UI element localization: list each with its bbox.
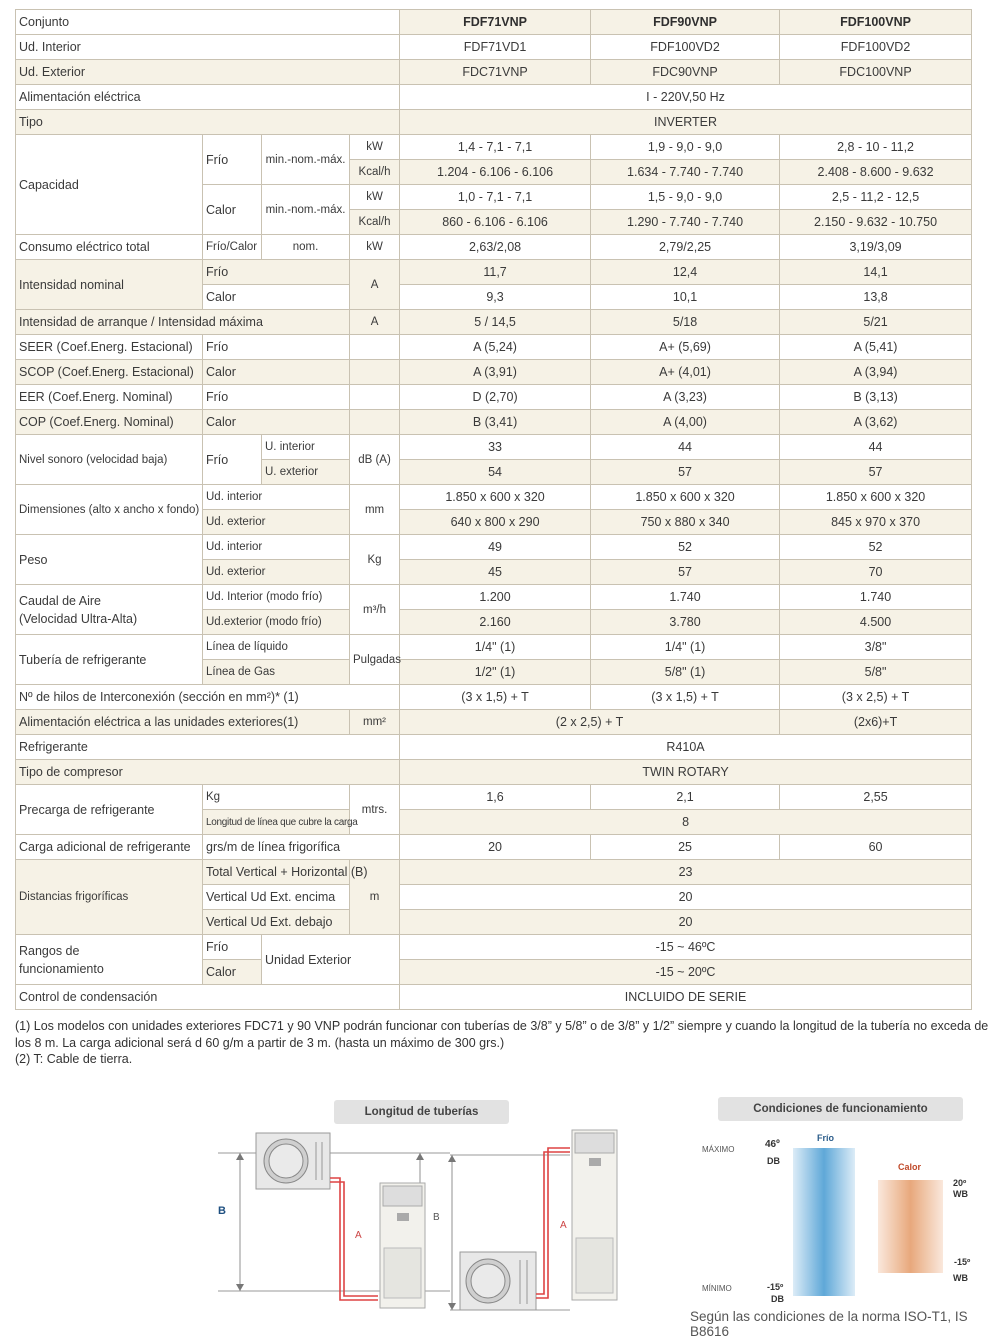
row-label: Intensidad nominal [16, 260, 203, 310]
label-b: B [433, 1212, 440, 1223]
table-cell: 2,55 [780, 785, 972, 810]
footnotes [15, 1018, 990, 1068]
sub-label: Frío [203, 135, 262, 185]
table-row [16, 635, 972, 660]
table-cell: 10,1 [591, 285, 780, 310]
row-label: Control de condensación [16, 985, 400, 1010]
label-a: A [355, 1230, 362, 1241]
table-cell: 20 [400, 910, 972, 935]
table-cell: FDF100VD2 [591, 35, 780, 60]
table-cell: 13,8 [780, 285, 972, 310]
table-cell: 70 [780, 560, 972, 585]
row-label: Nº de hilos de Interconexión (sección en mm²)* (1) [16, 685, 400, 710]
table-cell: 1.634 - 7.740 - 7.740 [591, 160, 780, 185]
sub-label: Línea de líquido [203, 635, 350, 660]
unit-label: kW [350, 185, 400, 210]
unit-label: Kg [350, 535, 400, 585]
row-label: COP (Coef.Energ. Nominal) [16, 410, 203, 435]
table-cell: 33 [400, 435, 591, 460]
row-label: Precarga de refrigerante [16, 785, 203, 835]
table-cell: 5/21 [780, 310, 972, 335]
table-cell: (2x6)+T [780, 710, 972, 735]
label-a: A [560, 1220, 567, 1231]
table-cell: 845 x 970 x 370 [780, 510, 972, 535]
table-cell: 1/4" (1) [400, 635, 591, 660]
unit-label: mm [350, 485, 400, 535]
table-cell: 5/18 [591, 310, 780, 335]
table-cell: 1,9 - 9,0 - 9,0 [591, 135, 780, 160]
table-cell: 12,4 [591, 260, 780, 285]
temp-max-calor: 20º [953, 1178, 967, 1188]
temp-min-calor: -15º [954, 1257, 971, 1267]
table-cell: FDF71VD1 [400, 35, 591, 60]
pipe-length-diagram [200, 1128, 640, 1313]
label-calor: Calor [898, 1162, 922, 1172]
table-cell: A (5,24) [400, 335, 591, 360]
row-label: Alimentación eléctrica [16, 85, 400, 110]
unit-label: m [350, 860, 400, 935]
table-row [16, 535, 972, 560]
sub-label: min.-nom.-máx. [262, 185, 350, 235]
table-cell: 49 [400, 535, 591, 560]
table-row [16, 85, 972, 110]
sub-label: Ud. interior [203, 485, 350, 510]
table-cell: 1.740 [780, 585, 972, 610]
table-row [16, 410, 972, 435]
table-cell: 1.740 [591, 585, 780, 610]
sub-label: Calor [203, 185, 262, 235]
temp-max-frio: 46º [765, 1139, 780, 1150]
unit-label: dB (A) [350, 435, 400, 485]
unit-label: kW [350, 135, 400, 160]
row-label [16, 935, 203, 985]
table-row [16, 35, 972, 60]
row-label: Dimensiones (alto x ancho x fondo) [16, 485, 203, 535]
table-cell: 3/8" [780, 635, 972, 660]
row-label: Alimentación eléctrica a las unidades exteriores(1) [16, 710, 350, 735]
row-label: Distancias frigoríficas [16, 860, 203, 935]
norm-caption: Según las condiciones de la norma ISO-T1, IS B8616 [690, 1309, 968, 1339]
label-maximo: MÁXIMO [702, 1145, 735, 1154]
footnote: (2) T: Cable de tierra. [15, 1052, 133, 1066]
model-header: FDF90VNP [591, 10, 780, 35]
table-cell: 5 / 14,5 [400, 310, 591, 335]
conditions-title: Condiciones de funcionamiento [718, 1097, 963, 1121]
sub-label: Ud. exterior [203, 510, 350, 535]
table-row [16, 435, 972, 460]
table-cell: 4.500 [780, 610, 972, 635]
table-cell: 5/8" (1) [591, 660, 780, 685]
table-cell: I - 220V,50 Hz [400, 85, 972, 110]
table-cell: A (4,00) [591, 410, 780, 435]
sub-label: Vertical Ud Ext. debajo [203, 910, 350, 935]
table-cell: 44 [591, 435, 780, 460]
table-cell: A (3,91) [400, 360, 591, 385]
table-cell: TWIN ROTARY [400, 760, 972, 785]
table-cell: 1,6 [400, 785, 591, 810]
row-label [16, 585, 203, 635]
table-cell: 45 [400, 560, 591, 585]
table-cell: B (3,13) [780, 385, 972, 410]
table-cell: A (3,62) [780, 410, 972, 435]
table-cell: FDC100VNP [780, 60, 972, 85]
table-cell: 20 [400, 835, 591, 860]
table-cell: A+ (5,69) [591, 335, 780, 360]
table-cell: 57 [591, 460, 780, 485]
table-row [16, 860, 972, 885]
table-cell: 1,5 - 9,0 - 9,0 [591, 185, 780, 210]
table-cell: 52 [780, 535, 972, 560]
row-label: Tipo de compresor [16, 760, 400, 785]
operating-conditions-chart [700, 1128, 980, 1306]
table-cell: FDF100VD2 [780, 35, 972, 60]
table-cell: (3 x 1,5) + T [400, 685, 591, 710]
table-cell: D (2,70) [400, 385, 591, 410]
table-cell: 2.150 - 9.632 - 10.750 [780, 210, 972, 235]
sub-label: Frío/Calor [203, 235, 262, 260]
model-header: FDF100VNP [780, 10, 972, 35]
table-row [16, 310, 972, 335]
table-cell: INVERTER [400, 110, 972, 135]
frio-range-bar [793, 1148, 855, 1296]
table-cell: 3.780 [591, 610, 780, 635]
sub-label: U. interior [262, 435, 350, 460]
table-cell: 2,1 [591, 785, 780, 810]
table-cell: 750 x 880 x 340 [591, 510, 780, 535]
sub-label: Calor [203, 410, 350, 435]
table-cell: 860 - 6.106 - 6.106 [400, 210, 591, 235]
sub-label: Longitud de línea que cubre la carga [203, 810, 350, 835]
table-row [16, 260, 972, 285]
unit-label: m³/h [350, 585, 400, 635]
row-label-line: Rangos de [19, 943, 80, 958]
sub-label: min.-nom.-máx. [262, 135, 350, 185]
row-label: Ud. Interior [16, 35, 400, 60]
unit-db: DB [771, 1294, 784, 1304]
table-cell: 1,4 - 7,1 - 7,1 [400, 135, 591, 160]
row-label: Conjunto [16, 10, 400, 35]
table-row [16, 835, 972, 860]
unit-label: mtrs. [350, 785, 400, 835]
table-cell: 640 x 800 x 290 [400, 510, 591, 535]
row-label: Tubería de refrigerante [16, 635, 203, 685]
specifications-table [15, 9, 972, 1010]
row-label: SCOP (Coef.Energ. Estacional) [16, 360, 203, 385]
table-cell: 2.408 - 8.600 - 9.632 [780, 160, 972, 185]
sub-label: nom. [262, 235, 350, 260]
sub-label: Frío [203, 935, 262, 960]
row-label-line: Caudal de Aire [19, 593, 102, 608]
table-cell: 44 [780, 435, 972, 460]
table-cell: 5/8" [780, 660, 972, 685]
table-row [16, 760, 972, 785]
table-cell: 60 [780, 835, 972, 860]
table-row [16, 935, 972, 960]
table-row [16, 985, 972, 1010]
table-cell: INCLUIDO DE SERIE [400, 985, 972, 1010]
table-cell: 1/4" (1) [591, 635, 780, 660]
row-label-line: (Velocidad Ultra-Alta) [19, 611, 138, 626]
table-cell: -15 ~ 20ºC [400, 960, 972, 985]
sub-label: Ud. exterior [203, 560, 350, 585]
sub-label: Total Vertical + Horizontal (B) [203, 860, 350, 885]
table-cell: (3 x 1,5) + T [591, 685, 780, 710]
sub-label: Calor [203, 960, 262, 985]
table-cell: 1.850 x 600 x 320 [780, 485, 972, 510]
table-cell: 57 [591, 560, 780, 585]
row-label: Consumo eléctrico total [16, 235, 203, 260]
table-cell: 2.160 [400, 610, 591, 635]
row-label: Peso [16, 535, 203, 585]
table-cell: 54 [400, 460, 591, 485]
sub-label: Vertical Ud Ext. encima [203, 885, 350, 910]
table-cell: 1/2" (1) [400, 660, 591, 685]
table-cell: FDC71VNP [400, 60, 591, 85]
row-label: Refrigerante [16, 735, 400, 760]
sub-label: Calor [203, 360, 350, 385]
table-row [16, 110, 972, 135]
unit-label: kW [350, 235, 400, 260]
sub-label: Frío [203, 435, 262, 485]
table-cell: 20 [400, 885, 972, 910]
table-cell: (2 x 2,5) + T [400, 710, 780, 735]
sub-label: Frío [203, 260, 350, 285]
table-row [16, 785, 972, 810]
label-minimo: MÍNIMO [702, 1284, 732, 1293]
table-row [16, 135, 972, 160]
table-row [16, 235, 972, 260]
table-cell: 1.850 x 600 x 320 [400, 485, 591, 510]
unit-label [350, 410, 400, 435]
table-row [16, 735, 972, 760]
unit-label: mm² [350, 710, 400, 735]
table-row [16, 60, 972, 85]
unit-label: A [350, 260, 400, 310]
row-label: Nivel sonoro (velocidad baja) [16, 435, 203, 485]
table-cell: A (5,41) [780, 335, 972, 360]
table-cell: 1.200 [400, 585, 591, 610]
row-label: Intensidad de arranque / Intensidad máxima [16, 310, 350, 335]
unit-label: Kcal/h [350, 160, 400, 185]
table-row [16, 710, 972, 735]
unit-label [350, 335, 400, 360]
pipes-title: Longitud de tuberías [334, 1100, 509, 1124]
calor-range-bar [878, 1180, 943, 1273]
footnote: (1) Los modelos con unidades exteriores FDC71 y 90 VNP podrán funcionar con tuberías de 3/8” y 5/8” o de 3/8” y 1/2” siempre y cuando la longitud de la tubería no exceda de los 8 m. La carga adicional será d 60 g/m a partir de 3 m. (hasta un máximo de 300 grs.) [15, 1019, 989, 1050]
table-cell: A (3,23) [591, 385, 780, 410]
label-frio: Frío [817, 1133, 834, 1143]
sub-label: U. exterior [262, 460, 350, 485]
table-cell: A+ (4,01) [591, 360, 780, 385]
sub-label: Kg [203, 785, 350, 810]
table-cell: B (3,41) [400, 410, 591, 435]
table-row [16, 335, 972, 360]
sub-label: grs/m de línea frigorífica [203, 835, 400, 860]
row-label-line: funcionamiento [19, 961, 104, 976]
table-row [16, 685, 972, 710]
table-cell: 1,0 - 7,1 - 7,1 [400, 185, 591, 210]
table-row [16, 385, 972, 410]
table-cell: 3,19/3,09 [780, 235, 972, 260]
row-label: Carga adicional de refrigerante [16, 835, 203, 860]
sub-label: Frío [203, 335, 350, 360]
table-cell: FDC90VNP [591, 60, 780, 85]
table-row [16, 360, 972, 385]
sub-label: Ud. Interior (modo frío) [203, 585, 350, 610]
table-cell: 8 [400, 810, 972, 835]
unit-wb: WB [953, 1189, 968, 1199]
row-label: SEER (Coef.Energ. Estacional) [16, 335, 203, 360]
table-cell: A (3,94) [780, 360, 972, 385]
table-cell: 1.850 x 600 x 320 [591, 485, 780, 510]
temp-min-frio: -15º [767, 1282, 784, 1292]
table-row [16, 10, 972, 35]
model-header: FDF71VNP [400, 10, 591, 35]
row-label: Capacidad [16, 135, 203, 235]
table-cell: 2,8 - 10 - 11,2 [780, 135, 972, 160]
table-cell: -15 ~ 46ºC [400, 935, 972, 960]
unit-label [350, 385, 400, 410]
table-cell: 9,3 [400, 285, 591, 310]
table-cell: 2,79/2,25 [591, 235, 780, 260]
table-cell: 2,63/2,08 [400, 235, 591, 260]
row-label: EER (Coef.Energ. Nominal) [16, 385, 203, 410]
table-row [16, 585, 972, 610]
table-cell: 2,5 - 11,2 - 12,5 [780, 185, 972, 210]
table-cell: 23 [400, 860, 972, 885]
unit-label: A [350, 310, 400, 335]
table-cell: 25 [591, 835, 780, 860]
table-cell: R410A [400, 735, 972, 760]
unit-label: Pulgadas [350, 635, 400, 685]
unit-label: Kcal/h [350, 210, 400, 235]
unit-label [350, 360, 400, 385]
label-b: B [218, 1205, 226, 1217]
table-row [16, 485, 972, 510]
sub-label: Ud.exterior (modo frío) [203, 610, 350, 635]
table-cell: 11,7 [400, 260, 591, 285]
table-cell: 14,1 [780, 260, 972, 285]
table-cell: 1.204 - 6.106 - 6.106 [400, 160, 591, 185]
table-cell: (3 x 2,5) + T [780, 685, 972, 710]
sub-label: Unidad Exterior [262, 935, 400, 985]
table-cell: 57 [780, 460, 972, 485]
sub-label: Frío [203, 385, 350, 410]
sub-label: Línea de Gas [203, 660, 350, 685]
row-label: Tipo [16, 110, 400, 135]
sub-label: Ud. interior [203, 535, 350, 560]
row-label: Ud. Exterior [16, 60, 400, 85]
table-cell: 52 [591, 535, 780, 560]
table-cell: 1.290 - 7.740 - 7.740 [591, 210, 780, 235]
unit-wb: WB [953, 1273, 968, 1283]
unit-db: DB [767, 1156, 780, 1166]
sub-label: Calor [203, 285, 350, 310]
